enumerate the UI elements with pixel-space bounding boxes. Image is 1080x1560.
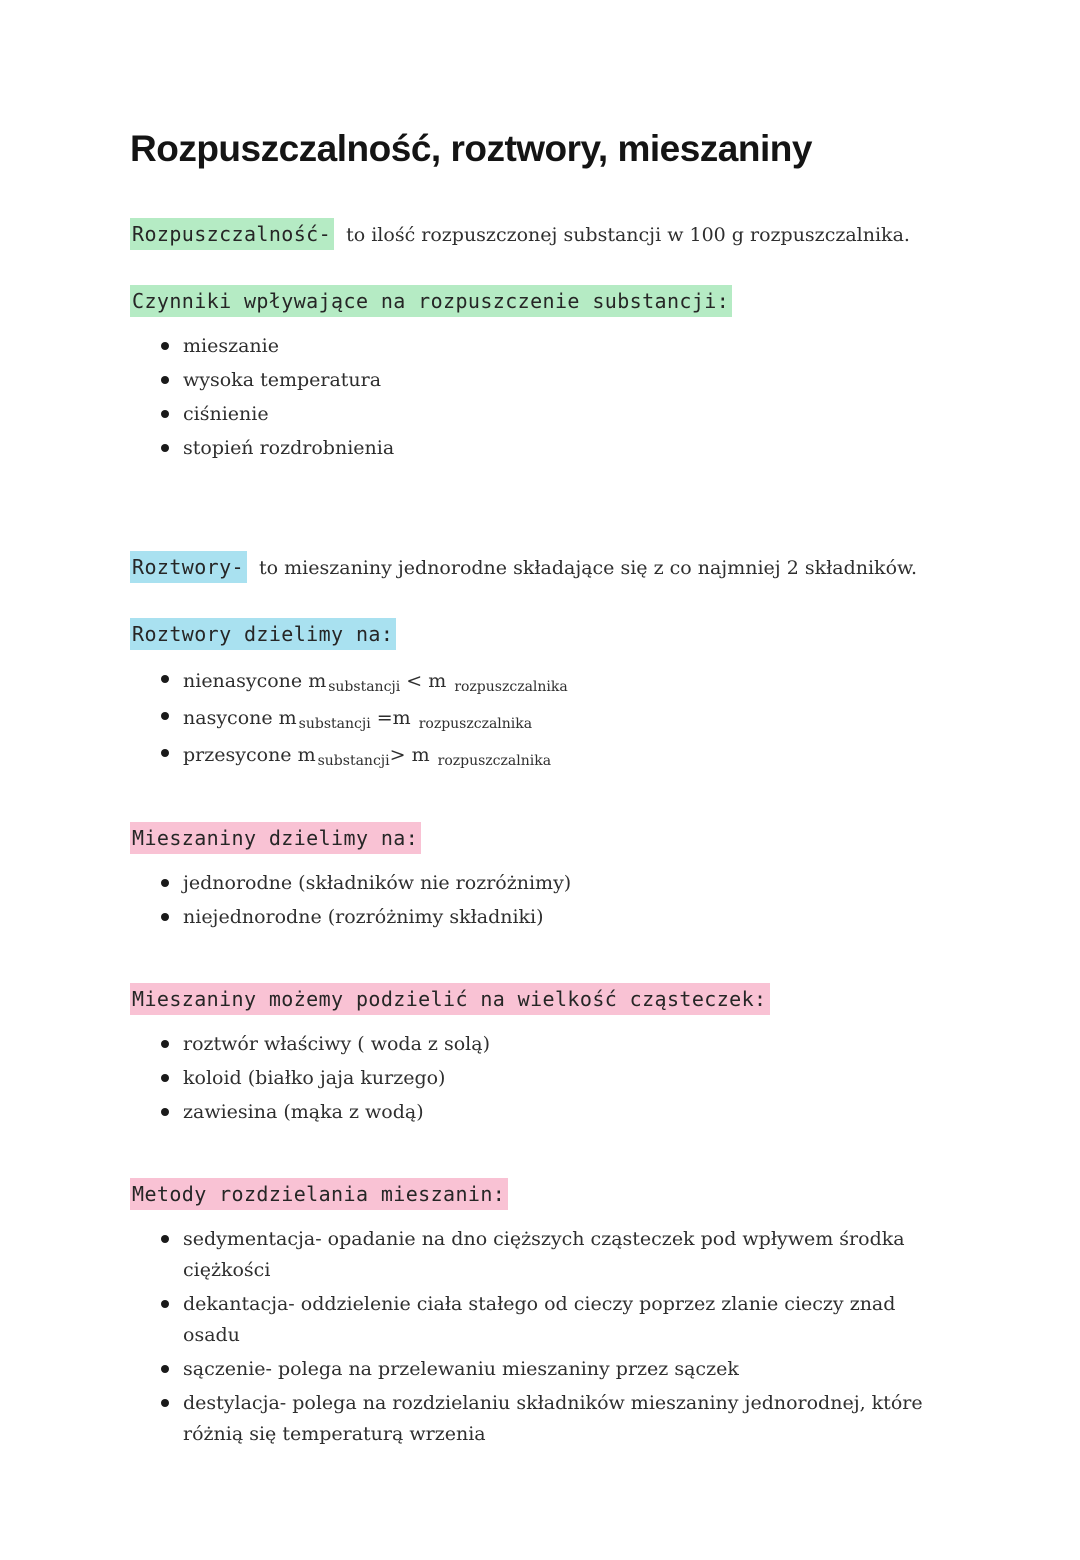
list-item: roztwór właściwy ( woda z solą) — [183, 1029, 950, 1060]
definition-roztwory — [130, 552, 950, 584]
section-heading-mieszaniny-wielkosc: Mieszaniny możemy podzielić na wielkość cząsteczek: — [130, 983, 770, 1015]
list-item: sedymentacja- opadanie na dno cięższych cząsteczek pod wpływem środka ciężkości — [183, 1224, 950, 1286]
bullet-list-metody — [130, 1224, 950, 1450]
list-item — [183, 701, 950, 735]
section-roztwory-podzial — [130, 618, 950, 772]
section-metody — [130, 1178, 950, 1450]
list-item: niejednorodne (rozróżnimy składniki) — [183, 902, 950, 933]
item-operator: =m — [376, 706, 411, 729]
bullet-list-roztwory-podzial — [130, 664, 950, 772]
definition-rozpuszczalnosc — [130, 219, 950, 251]
definition-text-roztwory: to mieszaniny jednorodne składające się z co najmniej 2 składników. — [259, 556, 918, 579]
subscript-rozpuszczalnika: rozpuszczalnika — [437, 752, 552, 769]
section-mieszaniny-podzial — [130, 822, 950, 933]
subscript-rozpuszczalnika: rozpuszczalnika — [454, 678, 568, 695]
item-text: przesycone m — [183, 743, 316, 766]
section-heading-mieszaniny-podzial: Mieszaniny dzielimy na: — [130, 822, 421, 854]
list-item: wysoka temperatura — [183, 365, 950, 396]
subscript-rozpuszczalnika: rozpuszczalnika — [418, 715, 533, 732]
section-heading-metody: Metody rozdzielania mieszanin: — [130, 1178, 508, 1210]
section-heading-roztwory-podzial: Roztwory dzielimy na: — [130, 618, 396, 650]
item-text: nasycone m — [183, 706, 297, 729]
page-title: Rozpuszczalność, roztwory, mieszaniny — [130, 128, 812, 169]
list-item: koloid (białko jaja kurzego) — [183, 1063, 950, 1094]
item-operator: > m — [389, 743, 430, 766]
section-czynniki — [130, 285, 950, 464]
bullet-list-mieszaniny-wielkosc — [130, 1029, 950, 1128]
section-mieszaniny-wielkosc — [130, 983, 950, 1128]
subscript-substancji: substancji — [298, 715, 371, 732]
definition-text-rozpuszczalnosc: to ilość rozpuszczonej substancji w 100 g rozpuszczalnika. — [346, 223, 910, 246]
bullet-list-czynniki — [130, 331, 950, 464]
list-item: jednorodne (składników nie rozróżnimy) — [183, 868, 950, 899]
term-highlight-roztwory: Roztwory- — [130, 551, 247, 583]
list-item: stopień rozdrobnienia — [183, 433, 950, 464]
list-item: dekantacja- oddzielenie ciała stałego od cieczy poprzez zlanie cieczy znad osadu — [183, 1289, 950, 1351]
item-operator: < m — [406, 669, 447, 692]
bullet-list-mieszaniny-podzial — [130, 868, 950, 933]
item-text: nienasycone m — [183, 669, 327, 692]
list-item: ciśnienie — [183, 399, 950, 430]
subscript-substancji: substancji — [328, 678, 401, 695]
list-item: mieszanie — [183, 331, 950, 362]
section-heading-czynniki: Czynniki wpływające na rozpuszczenie substancji: — [130, 285, 732, 317]
list-item — [183, 738, 950, 772]
list-item: sączenie- polega na przelewaniu mieszaniny przez sączek — [183, 1354, 950, 1385]
list-item — [183, 664, 950, 698]
list-item: destylacja- polega na rozdzielaniu składników mieszaniny jednorodnej, które różnią się temperaturą wrzenia — [183, 1388, 950, 1450]
list-item: zawiesina (mąka z wodą) — [183, 1097, 950, 1128]
term-highlight-rozpuszczalnosc: Rozpuszczalność- — [130, 218, 334, 250]
subscript-substancji: substancji — [317, 752, 390, 769]
